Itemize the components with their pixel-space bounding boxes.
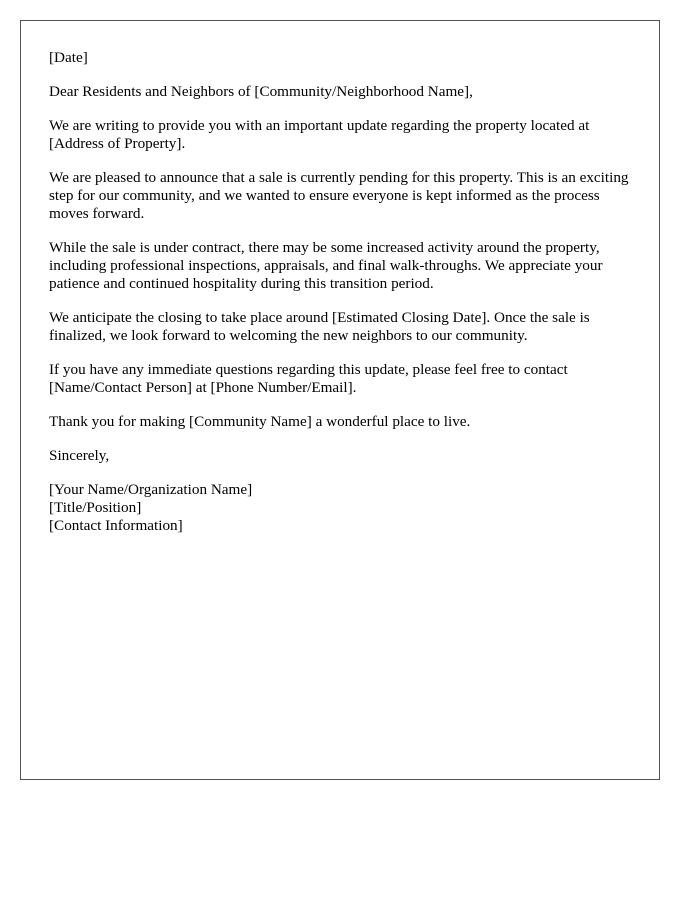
signature-name: [Your Name/Organization Name]	[49, 481, 253, 498]
signature-title: [Title/Position]	[49, 499, 142, 516]
signature-contact: [Contact Information]	[49, 517, 183, 534]
letter-body	[49, 49, 641, 535]
letter-closing: Sincerely,	[49, 447, 110, 464]
letter-paragraph: We are writing to provide you with an important update regarding the property located at [Address of Property].	[49, 117, 590, 152]
letter-date: [Date]	[49, 49, 88, 66]
letter-paragraph: Thank you for making [Community Name] a wonderful place to live.	[49, 413, 471, 430]
letter-paragraph: We anticipate the closing to take place around [Estimated Closing Date]. Once the sale is finalized, we look forward to welcoming the new neighbors to our community.	[49, 309, 590, 344]
letter-salutation: Dear Residents and Neighbors of [Community/Neighborhood Name],	[49, 83, 473, 100]
letter-paragraph: While the sale is under contract, there may be some increased activity around the property, including professional inspections, appraisals, and final walk-throughs. We appreciate your patience and continued hospitality during this transition period.	[49, 239, 603, 292]
signature-block	[49, 481, 641, 535]
letter-page	[20, 20, 660, 780]
letter-paragraph: If you have any immediate questions regarding this update, please feel free to contact [Name/Contact Person] at [Phone Number/Email].	[49, 361, 568, 396]
letter-paragraph: We are pleased to announce that a sale is currently pending for this property. This is an exciting step for our community, and we wanted to ensure everyone is kept informed as the process moves forward.	[49, 169, 629, 222]
